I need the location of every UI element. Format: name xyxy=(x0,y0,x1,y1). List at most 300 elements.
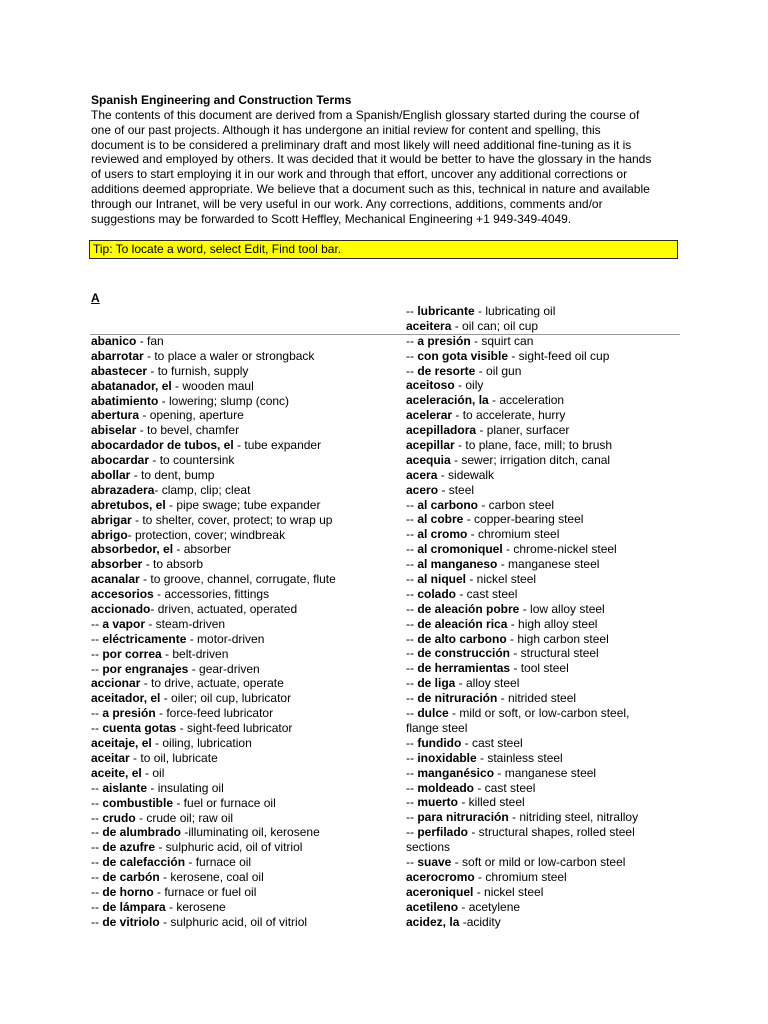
entry-definition: - crude oil; raw oil xyxy=(135,810,234,825)
entry-term: de lámpara xyxy=(102,899,166,914)
entry-definition: - structural shapes, rolled steel xyxy=(468,825,635,840)
glossary-entry xyxy=(406,587,638,602)
glossary-entry xyxy=(406,602,638,617)
entry-subterm-marker: -- xyxy=(406,795,418,810)
entry-definition: - carbon steel xyxy=(478,497,555,512)
glossary-entry xyxy=(406,661,638,676)
entry-subterm-marker: -- xyxy=(91,795,103,810)
entry-definition: - steam-driven xyxy=(145,616,226,631)
entry-term: a vapor xyxy=(102,616,146,631)
entry-subterm-marker: -- xyxy=(406,854,418,869)
entry-definition: - planer, surfacer xyxy=(476,423,570,438)
entry-definition: - oil gun xyxy=(475,363,522,378)
entry-definition: - squirt can xyxy=(470,333,534,348)
glossary-entry xyxy=(91,721,336,736)
glossary-entry xyxy=(91,453,336,468)
glossary-entry xyxy=(91,796,336,811)
intro-line: one of our past projects. Although it has undergone an initial review for content and spelling, this xyxy=(91,122,601,137)
glossary-entry xyxy=(406,885,638,900)
entry-definition: - motor-driven xyxy=(186,631,265,646)
glossary-entry xyxy=(91,811,336,826)
glossary-entry xyxy=(406,498,638,513)
glossary-entry xyxy=(91,870,336,885)
intro-line: reviewed and employed by others. It was decided that it would be better to have the glossary in the hands xyxy=(91,152,652,167)
entry-term: fundido xyxy=(417,735,462,750)
entry-subterm-marker: -- xyxy=(91,810,103,825)
glossary-entry xyxy=(406,736,638,751)
entry-definition: - mild or soft, or low-carbon steel, xyxy=(448,706,630,721)
entry-term: aceite, el xyxy=(91,765,142,780)
entry-term: aceroniquel xyxy=(406,884,474,899)
entry-term: de alumbrado xyxy=(102,825,182,840)
entry-subterm-marker: -- xyxy=(406,706,418,721)
entry-definition: - manganese steel xyxy=(497,557,600,572)
entry-definition: - nitriding steel, nitralloy xyxy=(508,810,639,825)
entry-subterm-marker: -- xyxy=(91,616,103,631)
entry-definition: - protection, cover; windbreak xyxy=(127,527,286,542)
glossary-entry xyxy=(91,602,336,617)
entry-term: acanalar xyxy=(91,572,140,587)
glossary-entry xyxy=(406,632,638,647)
intro-line: of users to start employing it in our work and through that effort, uncover any additional corrections or xyxy=(91,167,628,182)
entry-subterm-marker: -- xyxy=(406,512,418,527)
entry-term: de resorte xyxy=(417,363,476,378)
entry-term: accionado xyxy=(91,602,151,617)
entry-term: al cromo xyxy=(417,527,468,542)
entry-definition: - to dent, bump xyxy=(130,468,215,483)
entry-definition: - fuel or furnace oil xyxy=(173,795,276,810)
entry-definition: - stainless steel xyxy=(476,750,563,765)
entry-term: acepilladora xyxy=(406,423,477,438)
entry-term: abarrotar xyxy=(91,348,144,363)
entry-definition: - accessories, fittings xyxy=(153,587,270,602)
entry-definition: - to place a waler or strongback xyxy=(143,348,315,363)
entry-definition: - high alloy steel xyxy=(507,616,598,631)
entry-subterm-marker: -- xyxy=(406,616,418,631)
glossary-entry xyxy=(91,840,336,855)
entry-term: abrigo xyxy=(91,527,128,542)
glossary-entry xyxy=(406,378,638,393)
entry-subterm-marker: -- xyxy=(406,542,418,557)
entry-definition: - lubricating oil xyxy=(474,304,556,318)
glossary-entry xyxy=(406,617,638,632)
entry-term: moldeado xyxy=(417,780,474,795)
entry-term: a presión xyxy=(417,333,471,348)
entry-term: abocardador de tubos, el xyxy=(91,438,234,453)
glossary-entry xyxy=(91,542,336,557)
entry-definition: - oil xyxy=(141,765,165,780)
entry-definition: - to drive, actuate, operate xyxy=(140,676,284,691)
entry-definition: - cast steel xyxy=(474,780,536,795)
glossary-entry xyxy=(406,364,638,379)
entry-subterm-marker: -- xyxy=(406,780,418,795)
entry-definition: - oiling, lubrication xyxy=(151,736,252,751)
entry-term: accesorios xyxy=(91,587,154,602)
glossary-entry xyxy=(406,825,638,840)
entry-term: combustible xyxy=(102,795,174,810)
entry-subterm-marker: -- xyxy=(406,304,418,318)
entry-subterm-marker: -- xyxy=(406,810,418,825)
entry-definition: - oil can; oil cup xyxy=(451,318,539,333)
entry-definition: - cast steel xyxy=(456,586,518,601)
entry-definition: - killed steel xyxy=(458,795,525,810)
glossary-entry xyxy=(406,453,638,468)
entry-definition: - cast steel xyxy=(461,735,523,750)
entry-subterm-marker: -- xyxy=(91,780,103,795)
glossary-entry xyxy=(406,512,638,527)
entry-term: acero xyxy=(406,482,439,497)
entry-definition: - to shelter, cover, protect; to wrap up xyxy=(131,512,333,527)
entry-definition: - soft or mild or low-carbon steel xyxy=(451,854,626,869)
entry-definition: - tool steel xyxy=(510,661,569,676)
entry-term: lubricante xyxy=(417,304,475,318)
entry-subterm-marker: -- xyxy=(406,825,418,840)
entry-subterm-marker: -- xyxy=(406,601,418,616)
entry-term: aceitador, el xyxy=(91,691,161,706)
entry-definition: - low alloy steel xyxy=(519,601,605,616)
glossary-entry xyxy=(406,855,638,870)
entry-definition: - acetylene xyxy=(458,899,521,914)
glossary-entry xyxy=(406,334,638,349)
glossary-entry xyxy=(406,676,638,691)
entry-definition: - to absorb xyxy=(142,557,204,572)
glossary-entry xyxy=(91,498,336,513)
entry-term: de carbón xyxy=(102,870,160,885)
glossary-entry xyxy=(406,572,638,587)
entry-definition: - insulating oil xyxy=(147,780,224,795)
entry-term: acelerar xyxy=(406,408,453,423)
entry-subterm-marker: -- xyxy=(406,661,418,676)
entry-definition: - nitrided steel xyxy=(497,691,577,706)
glossary-entry xyxy=(406,751,638,766)
entry-definition: - furnace oil xyxy=(185,855,252,870)
glossary-entry xyxy=(406,393,638,408)
entry-term: con gota visible xyxy=(417,348,509,363)
entry-term: abollar xyxy=(91,468,131,483)
entry-subterm-marker: -- xyxy=(91,914,103,929)
glossary-entry xyxy=(91,915,336,930)
intro-line: suggestions may be forwarded to Scott Heffley, Mechanical Engineering +1 949-349-4049. xyxy=(91,211,572,226)
entry-definition: - furnace or fuel oil xyxy=(153,884,257,899)
entry-term: de alto carbono xyxy=(417,631,507,646)
glossary-entry xyxy=(91,855,336,870)
entry-definition: - kerosene xyxy=(165,899,226,914)
entry-definition: - manganese steel xyxy=(494,765,597,780)
glossary-entry xyxy=(91,751,336,766)
entry-term: cuenta gotas xyxy=(102,721,177,736)
intro-line: document is to be considered a preliminary draft and most likely will need additional fine-tuning as it is xyxy=(91,137,632,152)
entry-definition: - opening, aperture xyxy=(139,408,244,423)
entry-definition: - chromium steel xyxy=(474,869,567,884)
entry-term: acetileno xyxy=(406,899,459,914)
glossary-entry xyxy=(91,736,336,751)
entry-term: por correa xyxy=(102,646,162,661)
entry-subterm-marker: -- xyxy=(91,825,103,840)
glossary-entry xyxy=(406,438,638,453)
entry-term: abiselar xyxy=(91,423,137,438)
glossary-entry xyxy=(406,706,638,721)
glossary-entry xyxy=(91,900,336,915)
glossary-entry xyxy=(406,766,638,781)
glossary-right-column xyxy=(406,304,638,929)
entry-definition: - wooden maul xyxy=(171,378,254,393)
glossary-entry xyxy=(91,825,336,840)
entry-term: eléctricamente xyxy=(102,631,187,646)
entry-subterm-marker: -- xyxy=(91,721,103,736)
glossary-entry xyxy=(406,870,638,885)
glossary-entry xyxy=(406,781,638,796)
glossary-entry xyxy=(91,587,336,602)
entry-term: acerocromo xyxy=(406,869,475,884)
entry-term: suave xyxy=(417,854,452,869)
entry-term: abastecer xyxy=(91,363,148,378)
entry-term: de horno xyxy=(102,884,154,899)
entry-definition: - nickel steel xyxy=(473,884,544,899)
glossary-entry xyxy=(91,379,336,394)
entry-subterm-marker: -- xyxy=(406,750,418,765)
entry-term: acepillar xyxy=(406,438,455,453)
glossary-entry xyxy=(406,810,638,825)
entry-definition: - pipe swage; tube expander xyxy=(165,497,321,512)
intro-line: The contents of this document are derived from a Spanish/English glossary started during the course of xyxy=(91,108,640,122)
entry-term: de construcción xyxy=(417,646,511,661)
entry-definition: -illuminating oil, kerosene xyxy=(181,825,320,840)
entry-definition: - structural steel xyxy=(510,646,599,661)
glossary-entry xyxy=(91,349,336,364)
entry-definition: - sight-feed lubricator xyxy=(176,721,293,736)
entry-definition: - to countersink xyxy=(149,453,235,468)
entry-term: de vitriolo xyxy=(102,914,160,929)
entry-term: de liga xyxy=(417,676,456,691)
document-title: Spanish Engineering and Construction Terms xyxy=(91,93,352,107)
glossary-entry xyxy=(406,319,638,334)
glossary-entry xyxy=(91,528,336,543)
glossary-entry xyxy=(406,408,638,423)
entry-definition: - alloy steel xyxy=(455,676,520,691)
glossary-entry xyxy=(406,423,638,438)
intro-paragraph xyxy=(91,108,691,226)
entry-definition: - belt-driven xyxy=(161,646,229,661)
entry-definition: - chrome-nickel steel xyxy=(502,542,617,557)
entry-term: accionar xyxy=(91,676,141,691)
entry-definition: -acidity xyxy=(459,914,501,929)
entry-term: abretubos, el xyxy=(91,497,166,512)
entry-subterm-marker: -- xyxy=(406,363,418,378)
entry-term: de calefacción xyxy=(102,855,186,870)
glossary-entry xyxy=(91,364,336,379)
entry-term: aceitoso xyxy=(406,378,455,393)
entry-subterm-marker: -- xyxy=(91,855,103,870)
entry-term: de aleación pobre xyxy=(417,601,520,616)
glossary-entry xyxy=(406,795,638,810)
entry-term: colado xyxy=(417,586,456,601)
entry-term: a presión xyxy=(102,706,156,721)
glossary-entry xyxy=(406,527,638,542)
entry-subterm-marker: -- xyxy=(406,765,418,780)
glossary-entry xyxy=(91,394,336,409)
glossary-entry xyxy=(91,647,336,662)
entry-definition: - to bevel, chamfer xyxy=(136,423,240,438)
entry-definition: - nickel steel xyxy=(466,572,537,587)
entry-term: de herramientas xyxy=(417,661,511,676)
tip-box: Tip: To locate a word, select Edit, Find tool bar. xyxy=(89,240,678,259)
glossary-entry xyxy=(406,468,638,483)
entry-definition: - force-feed lubricator xyxy=(155,706,274,721)
glossary-entry xyxy=(406,691,638,706)
entry-definition: - steel xyxy=(438,482,475,497)
entry-term: al carbono xyxy=(417,497,479,512)
glossary-entry xyxy=(91,423,336,438)
glossary-entry xyxy=(91,468,336,483)
entry-term: por engranajes xyxy=(102,661,189,676)
entry-subterm-marker: -- xyxy=(91,870,103,885)
entry-definition: - lowering; slump (conc) xyxy=(158,393,290,408)
glossary-entry xyxy=(406,915,638,930)
entry-definition: - sidewalk xyxy=(437,467,495,482)
entry-term: aceitaje, el xyxy=(91,736,152,751)
glossary-entry xyxy=(91,662,336,677)
entry-subterm-marker: -- xyxy=(406,646,418,661)
glossary-left-column xyxy=(91,334,336,930)
entry-term: abanico xyxy=(91,334,137,348)
entry-definition: - gear-driven xyxy=(188,661,260,676)
entry-definition: - sulphuric acid, oil of vitriol xyxy=(159,914,308,929)
entry-subterm-marker: -- xyxy=(91,661,103,676)
entry-term: crudo xyxy=(102,810,136,825)
glossary-entry xyxy=(406,483,638,498)
entry-definition: - acceleration xyxy=(488,393,565,408)
entry-subterm-marker: -- xyxy=(406,572,418,587)
entry-subterm-marker: -- xyxy=(406,557,418,572)
glossary-entry xyxy=(91,557,336,572)
entry-term: absorbedor, el xyxy=(91,542,174,557)
glossary-entry xyxy=(91,676,336,691)
entry-subterm-marker: -- xyxy=(406,527,418,542)
entry-definition: - oiler; oil cup, lubricator xyxy=(160,691,292,706)
entry-term: para nitruración xyxy=(417,810,509,825)
glossary-entry xyxy=(91,781,336,796)
entry-subterm-marker: -- xyxy=(406,333,418,348)
entry-definition: - sight-feed oil cup xyxy=(508,348,610,363)
entry-definition: - high carbon steel xyxy=(506,631,609,646)
entry-term: abrazadera xyxy=(91,482,155,497)
entry-term: al cromoniquel xyxy=(417,542,503,557)
intro-line: through our Intranet, will be very useful in our work. Any corrections, additions, comments and/or xyxy=(91,196,603,211)
entry-term: abocardar xyxy=(91,453,150,468)
entry-definition: - tube expander xyxy=(233,438,322,453)
entry-definition: - sewer; irrigation ditch, canal xyxy=(450,452,611,467)
entry-term: abatanador, el xyxy=(91,378,172,393)
glossary-entry xyxy=(91,438,336,453)
entry-term: acera xyxy=(406,467,438,482)
entry-term: aceleración, la xyxy=(406,393,489,408)
entry-subterm-marker: -- xyxy=(406,586,418,601)
entry-term: dulce xyxy=(417,706,449,721)
entry-term: perfilado xyxy=(417,825,468,840)
entry-term: al cobre xyxy=(417,512,464,527)
glossary-entry xyxy=(91,408,336,423)
entry-continuation: sections xyxy=(406,840,451,855)
glossary-entry xyxy=(91,766,336,781)
entry-definition: - driven, actuated, operated xyxy=(150,602,298,617)
glossary-entry xyxy=(91,885,336,900)
entry-term: al niquel xyxy=(417,572,467,587)
glossary-entry xyxy=(406,542,638,557)
entry-term: aceitar xyxy=(91,750,130,765)
entry-term: abrigar xyxy=(91,512,132,527)
entry-term: inoxidable xyxy=(417,750,477,765)
entry-definition: - to oil, lubricate xyxy=(129,750,218,765)
glossary-entry xyxy=(406,900,638,915)
entry-definition: - clamp, clip; cleat xyxy=(154,482,251,497)
entry-definition: - to plane, face, mill; to brush xyxy=(454,438,613,453)
entry-definition: - fan xyxy=(136,334,164,348)
entry-term: acequia xyxy=(406,452,451,467)
entry-definition: - sulphuric acid, oil of vitriol xyxy=(155,840,303,855)
glossary-entry xyxy=(406,721,638,736)
entry-subterm-marker: -- xyxy=(406,497,418,512)
entry-definition: - to furnish, supply xyxy=(147,363,249,378)
entry-definition: - copper-bearing steel xyxy=(463,512,584,527)
entry-term: muerto xyxy=(417,795,458,810)
entry-definition: - oily xyxy=(454,378,484,393)
entry-term: acidez, la xyxy=(406,914,460,929)
entry-term: al manganeso xyxy=(417,557,498,572)
entry-term: absorber xyxy=(91,557,143,572)
entry-term: de nitruración xyxy=(417,691,498,706)
entry-subterm-marker: -- xyxy=(91,884,103,899)
entry-term: abatimiento xyxy=(91,393,159,408)
glossary-entry xyxy=(406,646,638,661)
glossary-entry xyxy=(91,691,336,706)
entry-definition: - chromium steel xyxy=(467,527,560,542)
glossary-entry xyxy=(406,557,638,572)
intro-line: additions deemed appropriate. We believe that a document such as this, technical in nature and available xyxy=(91,181,650,196)
glossary-entry xyxy=(91,334,336,349)
entry-subterm-marker: -- xyxy=(91,899,103,914)
glossary-entry xyxy=(91,632,336,647)
entry-continuation: flange steel xyxy=(406,720,468,735)
entry-subterm-marker: -- xyxy=(91,646,103,661)
entry-subterm-marker: -- xyxy=(406,631,418,646)
entry-subterm-marker: -- xyxy=(406,735,418,750)
entry-subterm-marker: -- xyxy=(91,631,103,646)
entry-subterm-marker: -- xyxy=(406,348,418,363)
entry-term: abertura xyxy=(91,408,140,423)
glossary-entry xyxy=(406,349,638,364)
entry-subterm-marker: -- xyxy=(91,840,103,855)
entry-subterm-marker: -- xyxy=(91,706,103,721)
glossary-entry xyxy=(406,840,638,855)
entry-definition: - kerosene, coal oil xyxy=(159,870,264,885)
glossary-entry xyxy=(406,304,638,319)
entry-definition: - to groove, channel, corrugate, flute xyxy=(139,572,336,587)
section-letter-heading: A xyxy=(91,291,100,305)
entry-term: de azufre xyxy=(102,840,156,855)
glossary-entry xyxy=(91,572,336,587)
entry-definition: - absorber xyxy=(173,542,232,557)
entry-term: de aleación rica xyxy=(417,616,508,631)
entry-term: manganésico xyxy=(417,765,495,780)
entry-definition: - to accelerate, hurry xyxy=(452,408,566,423)
entry-term: aceitera xyxy=(406,318,452,333)
entry-subterm-marker: -- xyxy=(406,676,418,691)
entry-term: aislante xyxy=(102,780,148,795)
glossary-entry xyxy=(91,513,336,528)
glossary-entry xyxy=(91,706,336,721)
glossary-entry xyxy=(91,483,336,498)
entry-subterm-marker: -- xyxy=(406,691,418,706)
